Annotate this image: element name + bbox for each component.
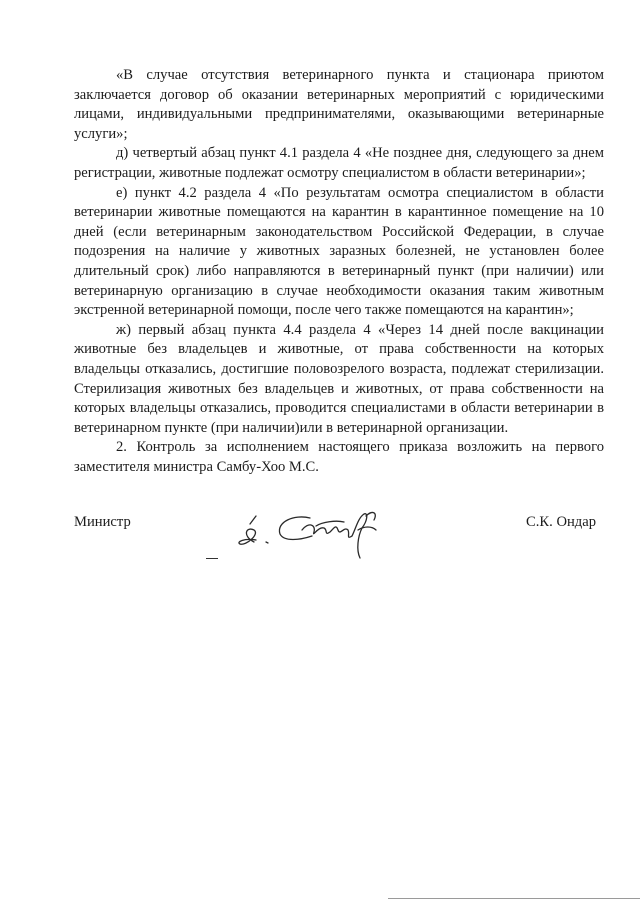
scan-mark — [206, 558, 218, 559]
signatory-name: С.К. Ондар — [526, 514, 596, 530]
signature-block — [74, 506, 604, 566]
paragraph-item-zh: ж) первый абзац пункта 4.4 раздела 4 «Через 14 дней после вакцинации животные без владельцев и животные, от права собственности на которых владельцы отказались, достигшие половозрелого возраста, подлежат стерилизации. Стерилизация животных без владельцев и животных, от права собственности на которых владельцы отказались, проводится специалистами в области ветеринарии в ветеринарном пункте (при наличии)или в ветеринарной организации. — [74, 321, 604, 436]
signatory-title: Министр — [74, 514, 131, 530]
handwritten-signature-icon — [232, 506, 392, 564]
paragraph-item-e: е) пункт 4.2 раздела 4 «По результатам осмотра специалистом в области ветеринарии животные помещаются на карантин в карантинное помещение на 10 дней (если ветеринарным законодательством Российской Федерации, в случае подозрения на наличие у животных заразных болезней, не установлен более длительный срок) либо направляются в ветеринарный пункт (при наличии) или ветеринарную организацию в случае необходимости оказания таким животным экстренной ветеринарной помощи, после чего также помещаются на карантин»; — [74, 184, 604, 319]
document-body — [74, 66, 604, 477]
paragraph-control-clause: 2. Контроль за исполнением настоящего приказа возложить на первого заместителя министра Самбу-Хоо М.С. — [74, 439, 604, 475]
scan-edge-line — [388, 898, 640, 899]
paragraph-item-d: д) четвертый абзац пункт 4.1 раздела 4 «Не позднее дня, следующего за днем регистрации, животные подлежат осмотру специалистом в области ветеринарии»; — [74, 145, 604, 181]
paragraph-quoted-clause: «В случае отсутствия ветеринарного пункта и стационара приютом заключается договор об оказании ветеринарных мероприятий с юридическими лицами, индивидуальными предпринимателями, оказывающими ветеринарные услуги»; — [74, 67, 604, 142]
